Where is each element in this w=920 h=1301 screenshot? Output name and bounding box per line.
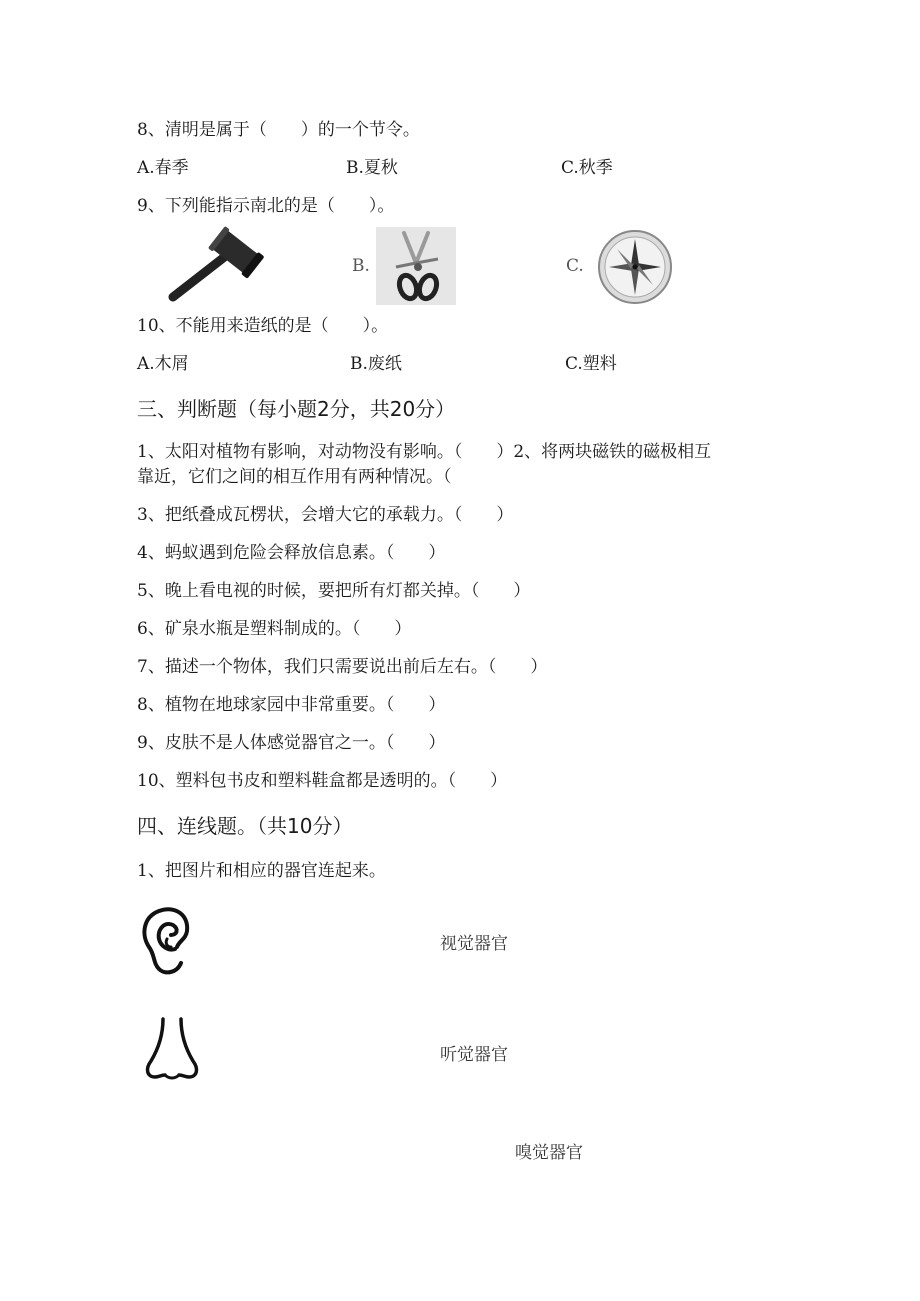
judge-line-1: 1、太阳对植物有影响，对动物没有影响。（ ）2、将两块磁铁的磁极相互	[137, 442, 712, 462]
q9-option-b-label: B.	[352, 256, 370, 276]
judge-line-2: 靠近，它们之间的相互作用有两种情况。（	[137, 467, 452, 487]
q10-option-a: A.木屑	[137, 354, 189, 374]
question-8: 8、清明是属于（ ）的一个节令。	[137, 120, 420, 140]
judge-item-4: 4、蚂蚁遇到危险会释放信息素。（ ）	[137, 543, 446, 563]
judge-item-6: 6、矿泉水瓶是塑料制成的。（ ）	[137, 619, 412, 639]
q9-option-c-label: C.	[566, 256, 584, 276]
hammer-icon	[165, 225, 265, 305]
judge-item-8: 8、植物在地球家园中非常重要。（ ）	[137, 695, 446, 715]
question-9: 9、下列能指示南北的是（ ）。	[137, 196, 395, 216]
compass-icon	[595, 229, 675, 305]
nose-icon	[143, 1017, 203, 1085]
judge-item-7: 7、描述一个物体，我们只需要说出前后左右。（ ）	[137, 657, 548, 677]
q8-option-c: C.秋季	[561, 158, 613, 178]
organ-label-vision: 视觉器官	[440, 934, 508, 954]
organ-label-hearing: 听觉器官	[440, 1045, 508, 1065]
q10-option-b: B.废纸	[350, 354, 402, 374]
judge-item-3: 3、把纸叠成瓦楞状，会增大它的承载力。（ ）	[137, 505, 514, 525]
ear-icon	[137, 905, 193, 977]
scissors-icon	[376, 227, 456, 305]
judge-item-5: 5、晚上看电视的时候，要把所有灯都关掉。（ ）	[137, 581, 531, 601]
organ-label-smell: 嗅觉器官	[515, 1143, 583, 1163]
section-4-title: 四、连线题。（共10分）	[137, 814, 353, 838]
q8-option-a: A.春季	[137, 158, 189, 178]
matching-question-1: 1、把图片和相应的器官连起来。	[137, 861, 386, 881]
judge-item-10: 10、塑料包书皮和塑料鞋盒都是透明的。（ ）	[137, 771, 508, 791]
q10-option-c: C.塑料	[565, 354, 617, 374]
judge-item-9: 9、皮肤不是人体感觉器官之一。（ ）	[137, 733, 446, 753]
question-10: 10、不能用来造纸的是（ ）。	[137, 316, 389, 336]
q8-option-b: B.夏秋	[346, 158, 398, 178]
section-3-title: 三、判断题（每小题2分，共20分）	[137, 397, 456, 421]
